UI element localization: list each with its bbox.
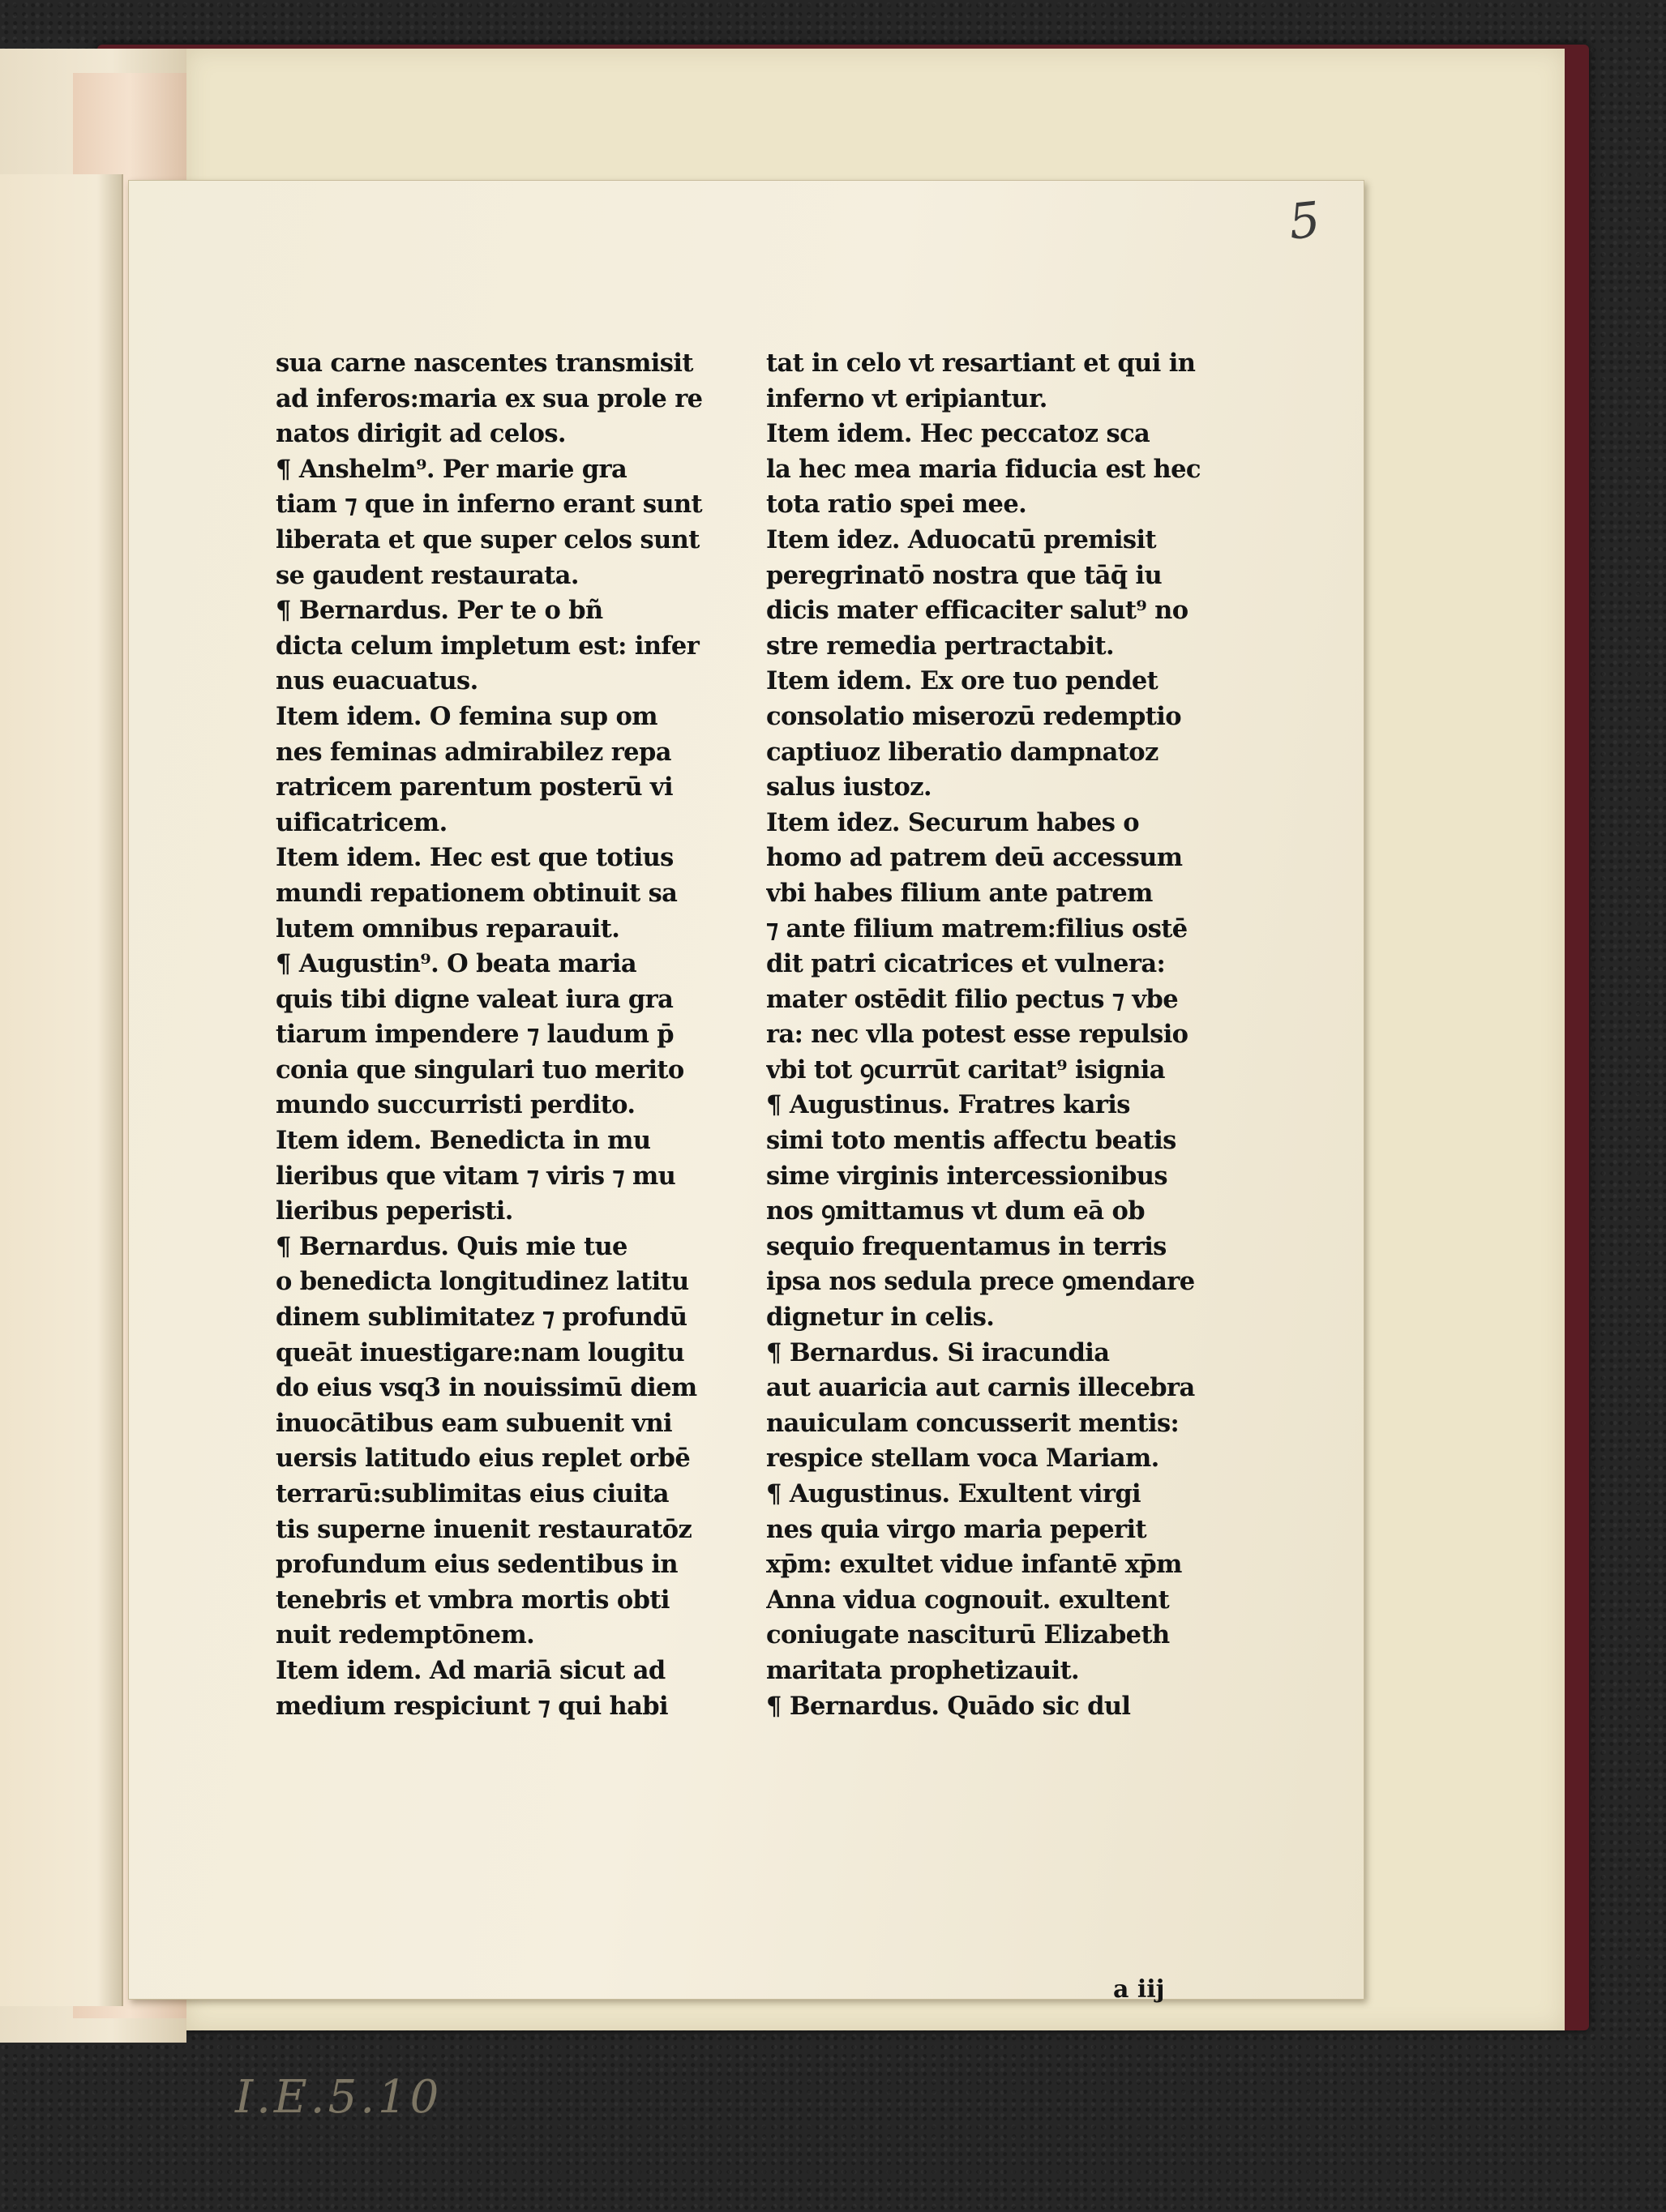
text-line: vbi tot ꝯcurrūt caritat⁹ isignia xyxy=(766,1055,1165,1085)
text-line: dicis mater efficaciter salut⁹ no xyxy=(766,596,1188,626)
text-line: ¶ Bernardus. Si iracundia xyxy=(766,1337,1110,1367)
text-line: lutem omnibus reparauit. xyxy=(276,913,620,943)
text-line: salus iustoz. xyxy=(766,772,932,802)
text-line: peregrinatō nostra que tāq̄ iu xyxy=(766,560,1163,590)
text-line: Item idez. Aduocatū premisit xyxy=(766,524,1156,554)
text-line: o benedicta longitudinez latitu xyxy=(276,1267,689,1297)
text-line: dit patri cicatrices et vulnera: xyxy=(766,949,1166,979)
text-line: se gaudent restaurata. xyxy=(276,560,579,590)
text-line: mater ostēdit filio pectus ⁊ vbe xyxy=(766,984,1179,1014)
text-line: xp̄m: exultet vidue infantē xp̄m xyxy=(766,1550,1182,1580)
text-line: respice stellam voca Mariam. xyxy=(766,1444,1159,1474)
text-line: ad inferos:maria ex sua prole re xyxy=(276,383,703,413)
text-line: nauiculam concusserit mentis: xyxy=(766,1408,1180,1438)
text-line: coniugate nasciturū Elizabeth xyxy=(766,1620,1170,1650)
text-line: nus euacuatus. xyxy=(276,666,478,696)
text-line: uificatricem. xyxy=(276,807,448,837)
text-line: ra: nec vlla potest esse repulsio xyxy=(766,1020,1188,1050)
text-line: ⁊ ante filium matrem:filius ostē xyxy=(766,913,1188,943)
text-line: Item idem. Hec est que totius xyxy=(276,843,674,873)
text-line: conia que singulari tuo merito xyxy=(276,1055,684,1085)
text-line: profundum eius sedentibus in xyxy=(276,1550,678,1580)
text-line: uersis latitudo eius replet orbē xyxy=(276,1444,691,1474)
text-line: queāt inuestigare:nam lougitu xyxy=(276,1337,685,1367)
text-line: simi toto mentis affectu beatis xyxy=(766,1126,1176,1156)
text-line: tiam ⁊ que in inferno erant sunt xyxy=(276,490,703,520)
text-line: tenebris et vmbra mortis obti xyxy=(276,1585,670,1615)
text-line: nes feminas admirabilez repa xyxy=(276,737,671,767)
text-line: natos dirigit ad celos. xyxy=(276,419,566,449)
text-line: la hec mea maria fiducia est hec xyxy=(766,454,1201,484)
text-line: Item idem. Hec peccatoz sca xyxy=(766,419,1150,449)
text-line: dignetur in celis. xyxy=(766,1303,995,1333)
text-line: lieribus que vitam ⁊ viris ⁊ mu xyxy=(276,1161,676,1191)
text-line: dinem sublimitatez ⁊ profundū xyxy=(276,1303,687,1333)
text-line: maritata prophetizauit. xyxy=(766,1655,1080,1685)
shelfmark-pencil: I.E.5.10 xyxy=(235,2071,443,2124)
text-line: consolatio miserozū redemptio xyxy=(766,701,1181,731)
text-line: terrarū:sublimitas eius ciuita xyxy=(276,1479,669,1508)
text-line: ¶ Bernardus. Per te o bñ xyxy=(276,596,603,626)
text-line: nuit redemptōnem. xyxy=(276,1620,535,1650)
text-line: stre remedia pertractabit. xyxy=(766,631,1114,661)
text-line: Item idez. Securum habes o xyxy=(766,807,1140,837)
text-line: mundi repationem obtinuit sa xyxy=(276,878,678,908)
text-line: tiarum impendere ⁊ laudum p̄ xyxy=(276,1020,674,1050)
text-line: ¶ Bernardus. Quādo sic dul xyxy=(766,1691,1131,1721)
text-line: ¶ Bernardus. Quis mie tue xyxy=(276,1231,627,1261)
text-line: ipsa nos sedula prece ꝯmendare xyxy=(766,1267,1195,1297)
text-line: captiuoz liberatio dampnatoz xyxy=(766,737,1158,767)
text-line: medium respiciunt ⁊ qui habi xyxy=(276,1691,668,1721)
text-line: liberata et que super celos sunt xyxy=(276,524,700,554)
text-line: homo ad patrem deū accessum xyxy=(766,843,1183,873)
text-line: Anna vidua cognouit. exultent xyxy=(766,1585,1170,1615)
text-line: tat in celo vt resartiant et qui in xyxy=(766,349,1196,378)
text-line: sime virginis intercessionibus xyxy=(766,1161,1167,1191)
text-line: vbi habes filium ante patrem xyxy=(766,878,1153,908)
text-line: tota ratio spei mee. xyxy=(766,490,1027,520)
text-line: quis tibi digne valeat iura gra xyxy=(276,984,674,1014)
text-line: sequio frequentamus in terris xyxy=(766,1231,1167,1261)
text-line: mundo succurristi perdito. xyxy=(276,1090,636,1120)
text-line: ratricem parentum posterū vi xyxy=(276,772,674,802)
text-line: dicta celum impletum est: infer xyxy=(276,631,700,661)
text-line: Item idem. O femina sup om xyxy=(276,701,657,731)
text-line: Item idem. Ad mariā sicut ad xyxy=(276,1655,666,1685)
text-line: do eius vsq3 in nouissimū diem xyxy=(276,1373,697,1403)
right-text-column xyxy=(766,346,1253,1724)
text-line: Item idem. Ex ore tuo pendet xyxy=(766,666,1158,696)
text-line: Item idem. Benedicta in mu xyxy=(276,1126,651,1156)
text-line: tis superne inuenit restauratōz xyxy=(276,1514,692,1544)
text-line: aut auaricia aut carnis illecebra xyxy=(766,1373,1195,1403)
text-line: ¶ Anshelm⁹. Per marie gra xyxy=(276,454,627,484)
text-line: inuocātibus eam subuenit vni xyxy=(276,1408,673,1438)
text-line: inferno vt eripiantur. xyxy=(766,383,1047,413)
text-line: ¶ Augustinus. Exultent virgi xyxy=(766,1479,1141,1508)
text-line: sua carne nascentes transmisit xyxy=(276,349,693,378)
text-line: lieribus peperisti. xyxy=(276,1196,513,1226)
left-text-column xyxy=(276,346,762,1724)
left-blank-page xyxy=(0,174,123,2006)
signature-mark: a iij xyxy=(1113,1975,1165,2004)
text-line: nos ꝯmittamus vt dum eā ob xyxy=(766,1196,1145,1226)
text-line: ¶ Augustin⁹. O beata maria xyxy=(276,949,636,979)
text-line: nes quia virgo maria peperit xyxy=(766,1514,1146,1544)
folio-number: 5 xyxy=(1286,191,1323,251)
text-line: ¶ Augustinus. Fratres karis xyxy=(766,1090,1130,1120)
